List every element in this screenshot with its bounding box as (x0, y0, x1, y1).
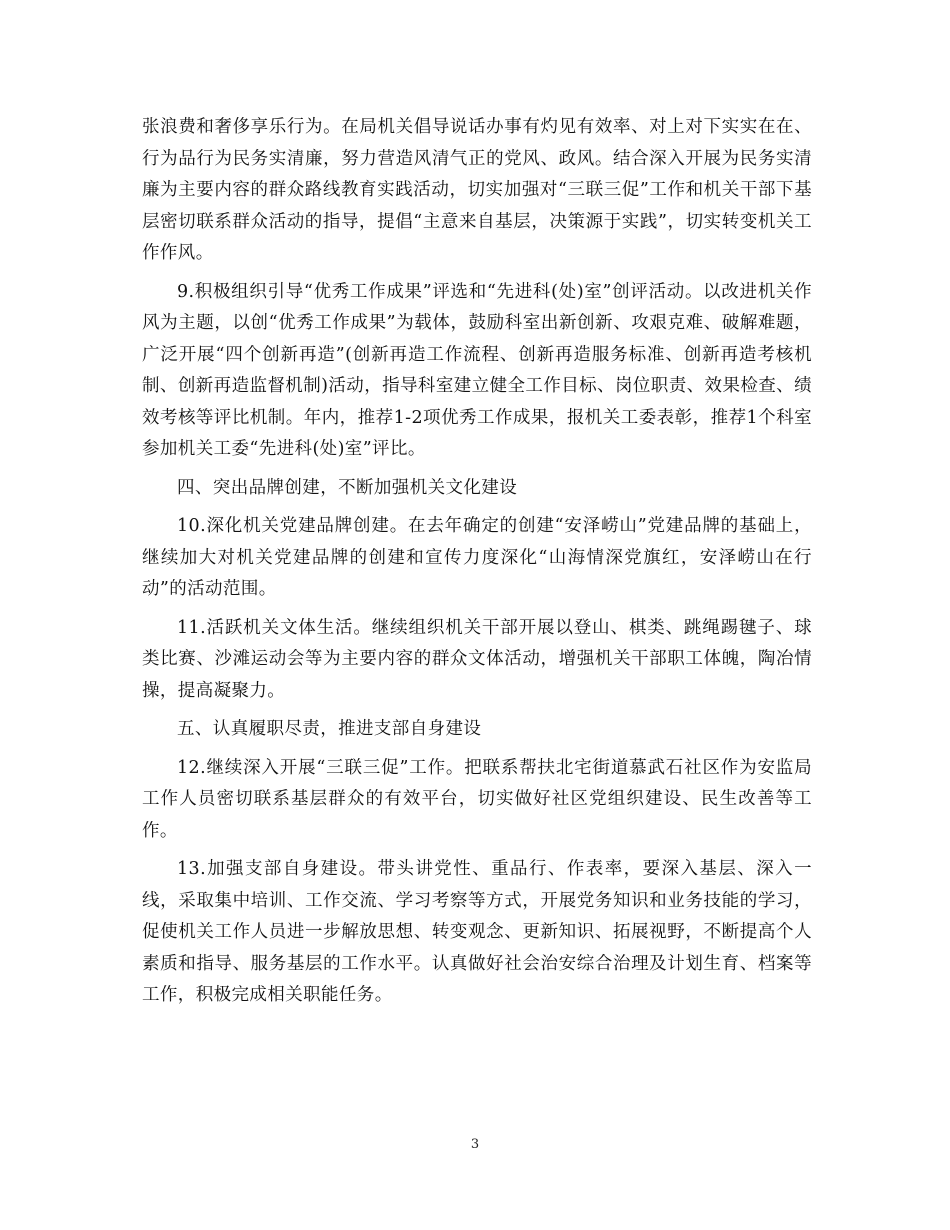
paragraph-item-11: 11.活跃机关文体生活。继续组织机关干部开展以登山、棋类、跳绳踢毽子、球类比赛、沙滩运动会等为主要内容的群众文体活动，增强机关干部职工体魄，陶冶情操，提高凝聚力。 (142, 617, 812, 701)
section-heading-5: 五、认真履职尽责，推进支部自身建设 (177, 719, 482, 739)
page-number: 3 (470, 1137, 480, 1152)
section-heading-4: 四、突出品牌创建，不断加强机关文化建设 (177, 477, 518, 498)
document-body (142, 112, 812, 1012)
paragraph-item-13: 13.加强支部自身建设。带头讲党性、重品行、作表率，要深入基层、深入一线，采取集中培训、工作交流、学习考察等方式，开展党务知识和业务技能的学习，促使机关工作人员进一步解放思想、转变观念、更新知识、拓展视野，不断提高个人素质和指导、服务基层的工作水平。认真做好社会治安综合治理及计划生育、档案等工作，积极完成相关职能任务。 (142, 859, 812, 1005)
paragraph-item-12: 12.继续深入开展“三联三促”工作。把联系帮扶北宅街道慕武石社区作为安监局工作人员密切联系基层群众的有效平台，切实做好社区党组织建设、民生改善等工作。 (142, 757, 812, 841)
paragraph-item-10: 10.深化机关党建品牌创建。在去年确定的创建“安泽崂山”党建品牌的基础上，继续加大对机关党建品牌的创建和宣传力度深化“山海情深党旗红，安泽崂山在行动”的活动范围。 (142, 516, 812, 599)
paragraph-item-9: 9.积极组织引导“优秀工作成果”评选和“先进科(处)室”创评活动。以改进机关作风为主题，以创“优秀工作成果”为载体，鼓励科室出新创新、攻艰克难、破解难题，广泛开展“四个创新再造”(创新再造工作流程、创新再造服务标准、创新再造考核机制、创新再造监督机制)活动，指导科室建立健全工作目标、岗位职责、效果检查、绩效考核等评比机制。年内，推荐1-2项优秀工作成果，报机关工委表彰，推荐1个科室参加机关工委“先进科(处)室”评比。 (142, 281, 812, 459)
paragraph-continuation: 张浪费和奢侈享乐行为。在局机关倡导说话办事有灼见有效率、对上对下实实在在、行为品行为民务实清廉，努力营造风清气正的党风、政风。结合深入开展为民务实清廉为主要内容的群众路线教育实践活动，切实加强对“三联三促”工作和机关干部下基层密切联系群众活动的指导，提倡“主意来自基层，决策源于实践”，切实转变机关工作作风。 (142, 117, 812, 263)
